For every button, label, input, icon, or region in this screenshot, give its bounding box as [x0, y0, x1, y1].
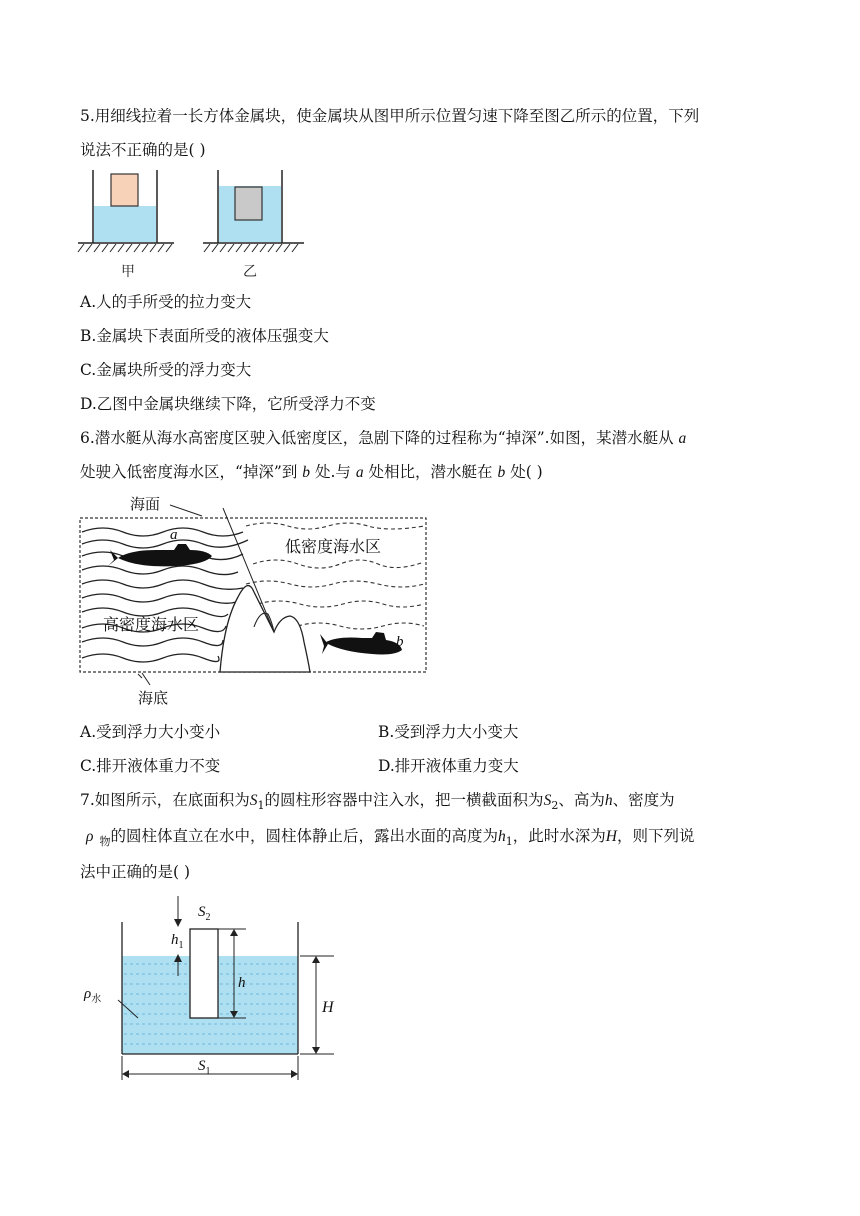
- q7-stem-line3: 法中正确的是( ): [80, 863, 191, 881]
- q6-figure: [78, 492, 430, 714]
- q7-text: 7.如图所示，在底面积为: [80, 791, 250, 809]
- q6-stem-text: 6.潜水艇从海水高密度区驶入低密度区，急剧下降的过程称为“掉深”.如图，某潜水艇从: [80, 429, 674, 447]
- q7-sub: 1: [257, 799, 265, 813]
- fig-label-jia: 甲: [121, 264, 135, 280]
- svg-text:ρ水: [83, 986, 101, 1005]
- q7-text: 、密度为: [612, 791, 675, 809]
- q6-text: 处( ): [510, 463, 543, 481]
- label-S2: S: [198, 904, 206, 920]
- q5-option-a: A.人的手所受的拉力变大: [80, 293, 252, 311]
- q7-var-H: H: [605, 828, 617, 845]
- q7-var-h1: h: [497, 828, 506, 845]
- label-H: H: [322, 999, 334, 1016]
- label-sea-surface: 海面: [130, 495, 161, 513]
- q7-figure: [78, 892, 358, 1084]
- cylinder-body: [190, 929, 218, 1018]
- q6-stem-line1: [80, 428, 686, 449]
- q7-text: 的圆柱形容器中注入水，把一横截面积为: [264, 791, 544, 809]
- label-h1-sub: 1: [178, 940, 184, 951]
- q5-option-d: D.乙图中金属块继续下降，它所受浮力不变: [80, 395, 376, 413]
- label-S2-sub: 2: [205, 912, 211, 923]
- fig-label-yi: 乙: [243, 264, 257, 280]
- sea-rock: [220, 586, 310, 672]
- q7-sub: 2: [551, 799, 559, 813]
- submarine-a: [108, 544, 212, 566]
- label-rho-sub: 水: [91, 994, 102, 1005]
- q6-var-b: b: [497, 464, 506, 481]
- metal-block-yi: [235, 187, 262, 220]
- q6-option-b: B.受到浮力大小变大: [378, 723, 519, 741]
- q7-text: ，此时水深为: [512, 827, 606, 845]
- label-S1-sub: 1: [205, 1066, 211, 1077]
- q6-option-d: D.排开液体重力变大: [378, 757, 519, 775]
- q7-var-rho: ρ: [86, 828, 94, 845]
- q7-stem-line2: [80, 826, 694, 852]
- q7-text: 、高为: [558, 791, 605, 809]
- q6-text: 处相比，潜水艇在: [368, 463, 493, 481]
- label-high-density: 高密度海水区: [103, 615, 200, 634]
- svg-text:h1: [171, 932, 184, 951]
- label-b: b: [396, 634, 404, 650]
- label-low-density: 低密度海水区: [285, 537, 382, 556]
- q7-var-s2: S: [543, 792, 552, 809]
- label-a: a: [170, 527, 178, 543]
- q6-text: 处.与: [314, 463, 351, 481]
- q6-var-a: a: [678, 430, 687, 447]
- submarine-b: [320, 632, 402, 655]
- q5-stem-line2: 说法不正确的是( ): [80, 141, 206, 159]
- q7-var-h: h: [604, 792, 613, 809]
- q7-sub: 1: [505, 835, 513, 849]
- label-sea-bottom: 海底: [138, 689, 169, 707]
- label-h: h: [238, 975, 246, 991]
- q5-figure: [76, 168, 316, 283]
- q5-stem-line1: 5.用细线拉着一长方体金属块，使金属块从图甲所示位置匀速下降至图乙所示的位置，下列: [80, 107, 700, 125]
- q6-var-a: a: [355, 464, 364, 481]
- q5-option-c: C.金属块所受的浮力变大: [80, 361, 252, 379]
- q7-text: ，则下列说: [616, 827, 695, 845]
- container-jia: [78, 170, 174, 252]
- q7-sub: 物: [99, 835, 111, 849]
- q7-text: 的圆柱体直立在水中，圆柱体静止后，露出水面的高度为: [110, 827, 498, 845]
- metal-block-jia: [111, 174, 138, 206]
- q6-option-c: C.排开液体重力不变: [80, 757, 221, 775]
- q5-option-b: B.金属块下表面所受的液体压强变大: [80, 327, 329, 345]
- svg-text:S2: [198, 904, 211, 923]
- q7-stem-line1: [80, 790, 675, 816]
- container-yi: [203, 170, 304, 252]
- q6-option-a: A.受到浮力大小变小: [80, 723, 221, 741]
- label-h1: h: [171, 932, 179, 948]
- q6-var-b: b: [302, 464, 311, 481]
- q6-text: 处驶入低密度海水区，“掉深”到: [80, 463, 298, 481]
- q7-var-s1: S: [249, 792, 258, 809]
- label-S1: S: [198, 1058, 206, 1074]
- label-rho: ρ: [84, 986, 92, 1002]
- q6-stem-line2: [80, 462, 543, 483]
